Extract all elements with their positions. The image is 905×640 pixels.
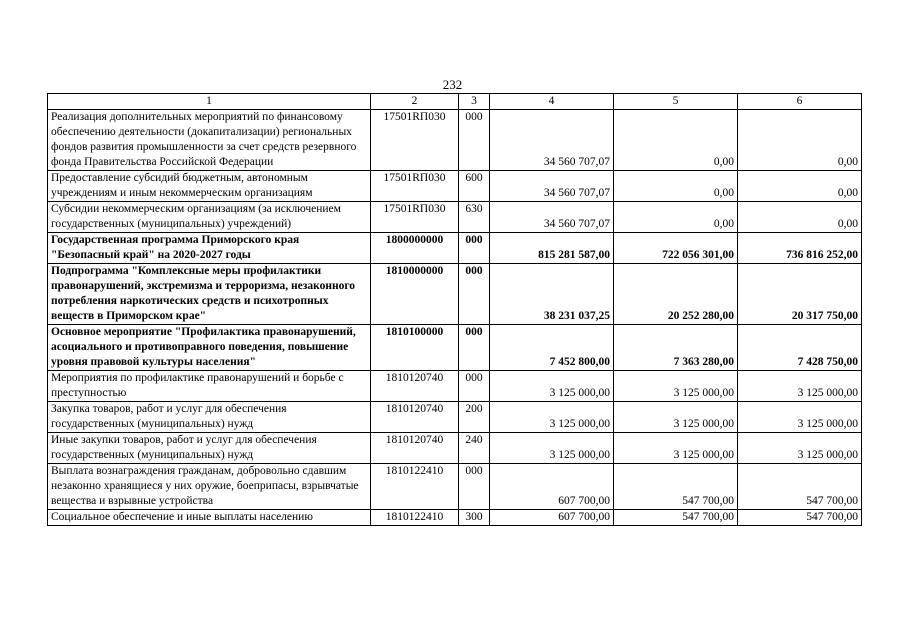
row-name-cell: Государственная программа Приморского края "Безопасный край" на 2020-2027 годы <box>48 233 371 264</box>
row-name-cell: Выплата вознаграждения гражданам, добровольно сдавшим незаконно хранящиеся у них оружие, боеприпасы, взрывчатые вещества и взрывные устройства <box>48 464 371 510</box>
row-expense-type-cell: 000 <box>459 110 490 171</box>
row-amount-col6-cell: 3 125 000,00 <box>738 433 862 464</box>
row-name-cell: Основное мероприятие "Профилактика правонарушений, асоциального и противоправного поведения, повышение уровня правовой культуры населения" <box>48 325 371 371</box>
row-amount-col5-cell: 0,00 <box>614 202 738 233</box>
header-col-2: 2 <box>371 94 459 110</box>
row-amount-col5-cell: 20 252 280,00 <box>614 264 738 325</box>
row-amount-col6-cell: 0,00 <box>738 110 862 171</box>
row-amount-col5-cell: 3 125 000,00 <box>614 433 738 464</box>
row-amount-col5-cell: 547 700,00 <box>614 510 738 526</box>
row-amount-col6-cell: 547 700,00 <box>738 464 862 510</box>
table-row <box>48 433 862 464</box>
row-amount-col4-cell: 815 281 587,00 <box>490 233 614 264</box>
row-target-article-cell: 17501RП030 <box>371 202 459 233</box>
header-col-6: 6 <box>738 94 862 110</box>
table-row <box>48 510 862 526</box>
row-expense-type-cell: 000 <box>459 325 490 371</box>
row-amount-col4-cell: 7 452 800,00 <box>490 325 614 371</box>
row-amount-col5-cell: 722 056 301,00 <box>614 233 738 264</box>
row-amount-col4-cell: 3 125 000,00 <box>490 402 614 433</box>
row-target-article-cell: 17501RП030 <box>371 171 459 202</box>
row-name-cell: Реализация дополнительных мероприятий по финансовому обеспечению деятельности (докапитализации) региональных фондов развития промышленности за счет средств резервного фонда Правительства Российской Федерации <box>48 110 371 171</box>
row-expense-type-cell: 200 <box>459 402 490 433</box>
row-amount-col5-cell: 0,00 <box>614 110 738 171</box>
row-expense-type-cell: 240 <box>459 433 490 464</box>
row-amount-col4-cell: 34 560 707,07 <box>490 202 614 233</box>
row-amount-col6-cell: 0,00 <box>738 171 862 202</box>
row-expense-type-cell: 000 <box>459 464 490 510</box>
row-name-cell: Подпрограмма "Комплексные меры профилактики правонарушений, экстремизма и терроризма, незаконного потребления наркотических средств и психотропных веществ в Приморском крае" <box>48 264 371 325</box>
row-amount-col4-cell: 34 560 707,07 <box>490 171 614 202</box>
row-amount-col6-cell: 0,00 <box>738 202 862 233</box>
row-amount-col6-cell: 7 428 750,00 <box>738 325 862 371</box>
row-amount-col6-cell: 736 816 252,00 <box>738 233 862 264</box>
row-expense-type-cell: 000 <box>459 264 490 325</box>
row-target-article-cell: 1810100000 <box>371 325 459 371</box>
row-target-article-cell: 1810122410 <box>371 464 459 510</box>
row-target-article-cell: 1810122410 <box>371 510 459 526</box>
table-row <box>48 264 862 325</box>
row-target-article-cell: 1800000000 <box>371 233 459 264</box>
row-expense-type-cell: 600 <box>459 171 490 202</box>
table-row <box>48 202 862 233</box>
row-amount-col6-cell: 547 700,00 <box>738 510 862 526</box>
row-amount-col4-cell: 607 700,00 <box>490 510 614 526</box>
row-target-article-cell: 1810120740 <box>371 402 459 433</box>
row-target-article-cell: 17501RП030 <box>371 110 459 171</box>
budget-table <box>47 93 862 526</box>
row-amount-col6-cell: 3 125 000,00 <box>738 371 862 402</box>
row-amount-col4-cell: 607 700,00 <box>490 464 614 510</box>
row-amount-col5-cell: 7 363 280,00 <box>614 325 738 371</box>
row-target-article-cell: 1810120740 <box>371 371 459 402</box>
header-row <box>48 94 862 110</box>
row-amount-col6-cell: 3 125 000,00 <box>738 402 862 433</box>
header-col-5: 5 <box>614 94 738 110</box>
row-amount-col5-cell: 547 700,00 <box>614 464 738 510</box>
row-name-cell: Предоставление субсидий бюджетным, автономным учреждениям и иным некоммерческим организациям <box>48 171 371 202</box>
header-col-4: 4 <box>490 94 614 110</box>
row-amount-col5-cell: 3 125 000,00 <box>614 371 738 402</box>
row-name-cell: Субсидии некоммерческим организациям (за исключением государственных (муниципальных) учреждений) <box>48 202 371 233</box>
row-amount-col4-cell: 38 231 037,25 <box>490 264 614 325</box>
table-row <box>48 371 862 402</box>
row-name-cell: Закупка товаров, работ и услуг для обеспечения государственных (муниципальных) нужд <box>48 402 371 433</box>
table-row <box>48 402 862 433</box>
table-row <box>48 325 862 371</box>
table-row <box>48 110 862 171</box>
row-expense-type-cell: 300 <box>459 510 490 526</box>
row-name-cell: Социальное обеспечение и иные выплаты населению <box>48 510 371 526</box>
row-expense-type-cell: 000 <box>459 371 490 402</box>
row-target-article-cell: 1810120740 <box>371 433 459 464</box>
page-number: 232 <box>442 77 463 92</box>
row-name-cell: Мероприятия по профилактике правонарушений и борьбе с преступностью <box>48 371 371 402</box>
row-expense-type-cell: 630 <box>459 202 490 233</box>
row-expense-type-cell: 000 <box>459 233 490 264</box>
table-row <box>48 233 862 264</box>
header-col-3: 3 <box>459 94 490 110</box>
row-target-article-cell: 1810000000 <box>371 264 459 325</box>
row-amount-col4-cell: 3 125 000,00 <box>490 371 614 402</box>
row-amount-col4-cell: 34 560 707,07 <box>490 110 614 171</box>
row-name-cell: Иные закупки товаров, работ и услуг для обеспечения государственных (муниципальных) нужд <box>48 433 371 464</box>
header-col-1: 1 <box>48 94 371 110</box>
row-amount-col4-cell: 3 125 000,00 <box>490 433 614 464</box>
table-row <box>48 464 862 510</box>
row-amount-col5-cell: 0,00 <box>614 171 738 202</box>
row-amount-col5-cell: 3 125 000,00 <box>614 402 738 433</box>
row-amount-col6-cell: 20 317 750,00 <box>738 264 862 325</box>
table-row <box>48 171 862 202</box>
